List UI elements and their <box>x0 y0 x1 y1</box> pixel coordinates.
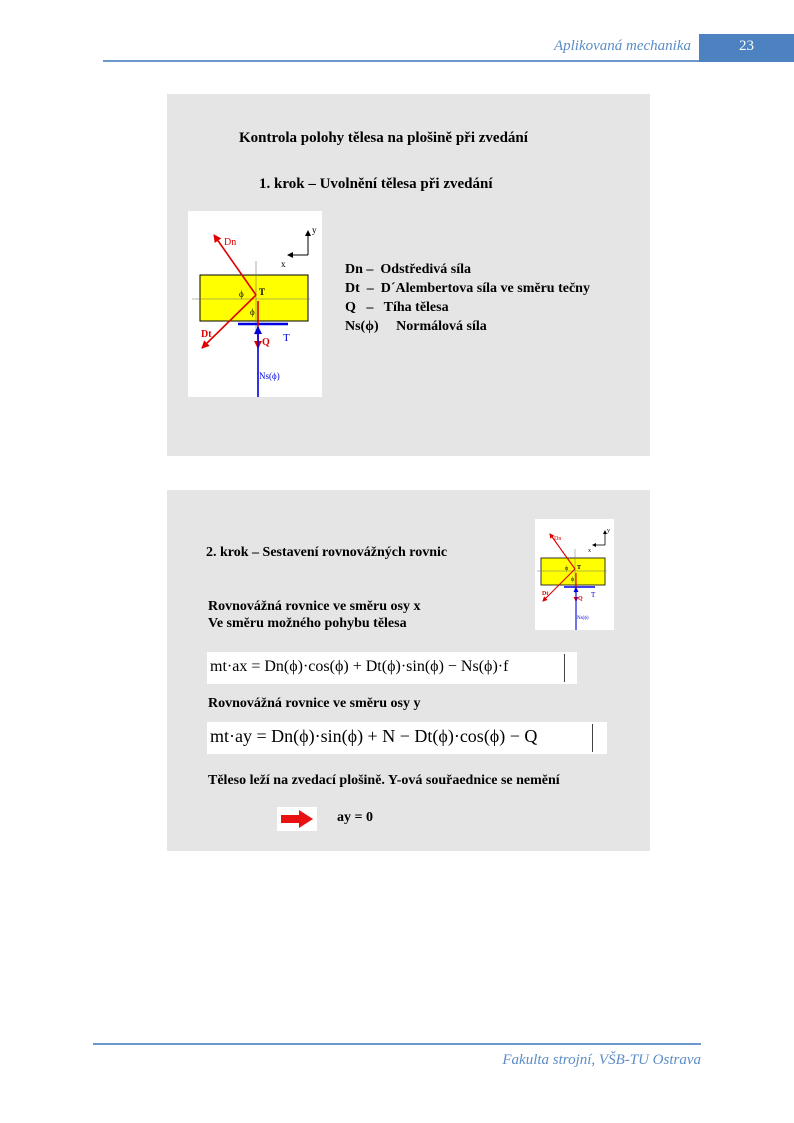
dt-force-label: Dt <box>201 329 212 340</box>
page-number: 23 <box>739 38 754 54</box>
dn-force-label: Dn <box>554 536 562 542</box>
header-rule <box>103 60 699 62</box>
equation-x-box <box>207 652 577 684</box>
legend-text: Normálová síla <box>396 319 487 334</box>
ns-force-label: Ns(ϕ) <box>259 371 280 381</box>
step2-heading: 2. krok – Sestavení rovnovážných rovnic <box>206 545 448 560</box>
y-axis-label: y <box>607 528 610 534</box>
header-title: Aplikovaná mechanika <box>553 38 691 54</box>
legend-row <box>345 319 487 335</box>
cursor-line <box>564 654 565 682</box>
t-point-label: T <box>259 287 266 297</box>
eq-y-title: Rovnovážná rovnice ve směru osy y <box>208 696 421 711</box>
section-heading: Kontrola polohy tělesa na plošině při zvedání <box>239 130 528 146</box>
free-body-diagram-small <box>535 519 614 630</box>
result-text: ay = 0 <box>337 810 373 825</box>
footer-rule <box>93 1043 701 1045</box>
legend-symbol: Ns(ϕ) <box>345 319 379 334</box>
x-axis-label: x <box>281 259 286 269</box>
legend-symbol: Dn – <box>345 262 374 277</box>
legend-row <box>345 281 590 297</box>
right-arrow-icon <box>277 807 317 831</box>
eq-x-title: Rovnovážná rovnice ve směru osy x <box>208 599 421 614</box>
dn-force-label: Dn <box>224 237 237 248</box>
t-point-label: T <box>577 565 582 571</box>
t-force-label: T <box>591 591 596 599</box>
equation-y: mt·ay = Dn(ϕ)·sin(ϕ) + N − Dt(ϕ)·cos(ϕ) − Q <box>210 726 538 746</box>
free-body-diagram <box>188 211 322 397</box>
legend-text: D´Alembertova síla ve směru tečny <box>380 281 590 296</box>
footer-text: Fakulta strojní, VŠB-TU Ostrava <box>502 1052 701 1068</box>
q-force-label: Q <box>262 337 270 348</box>
cursor-line <box>592 724 593 752</box>
legend-symbol: Q – <box>345 300 374 315</box>
phi-label-2: ϕ <box>250 307 255 317</box>
equation-y-box <box>207 722 607 754</box>
phi-label-1: ϕ <box>239 289 244 299</box>
y-axis-label: y <box>312 225 317 235</box>
legend-text: Tíha tělesa <box>383 300 449 315</box>
phi-label-1: ϕ <box>565 566 569 572</box>
eq-x-subtitle: Ve směru možného pohybu tělesa <box>208 616 407 631</box>
legend-row <box>345 262 471 278</box>
legend-symbol: Dt – <box>345 281 374 296</box>
legend-text: Odstředivá síla <box>380 262 472 277</box>
x-axis-label: x <box>588 548 591 554</box>
t-force-label: T <box>283 332 290 344</box>
ns-force-label: Ns(ϕ) <box>577 616 589 621</box>
note-text: Těleso leží na zvedací plošině. Y-ová souřaednice se nemění <box>208 773 560 788</box>
dt-force-label: Dt <box>542 591 549 597</box>
phi-label-2: ϕ <box>571 577 575 583</box>
q-force-label: Q <box>578 596 583 602</box>
legend-row <box>345 300 449 316</box>
equation-x: mt·ax = Dn(ϕ)·cos(ϕ) + Dt(ϕ)·sin(ϕ) − Ns(ϕ)·f <box>210 658 509 675</box>
step1-heading: 1. krok – Uvolnění tělesa při zvedání <box>259 176 493 192</box>
